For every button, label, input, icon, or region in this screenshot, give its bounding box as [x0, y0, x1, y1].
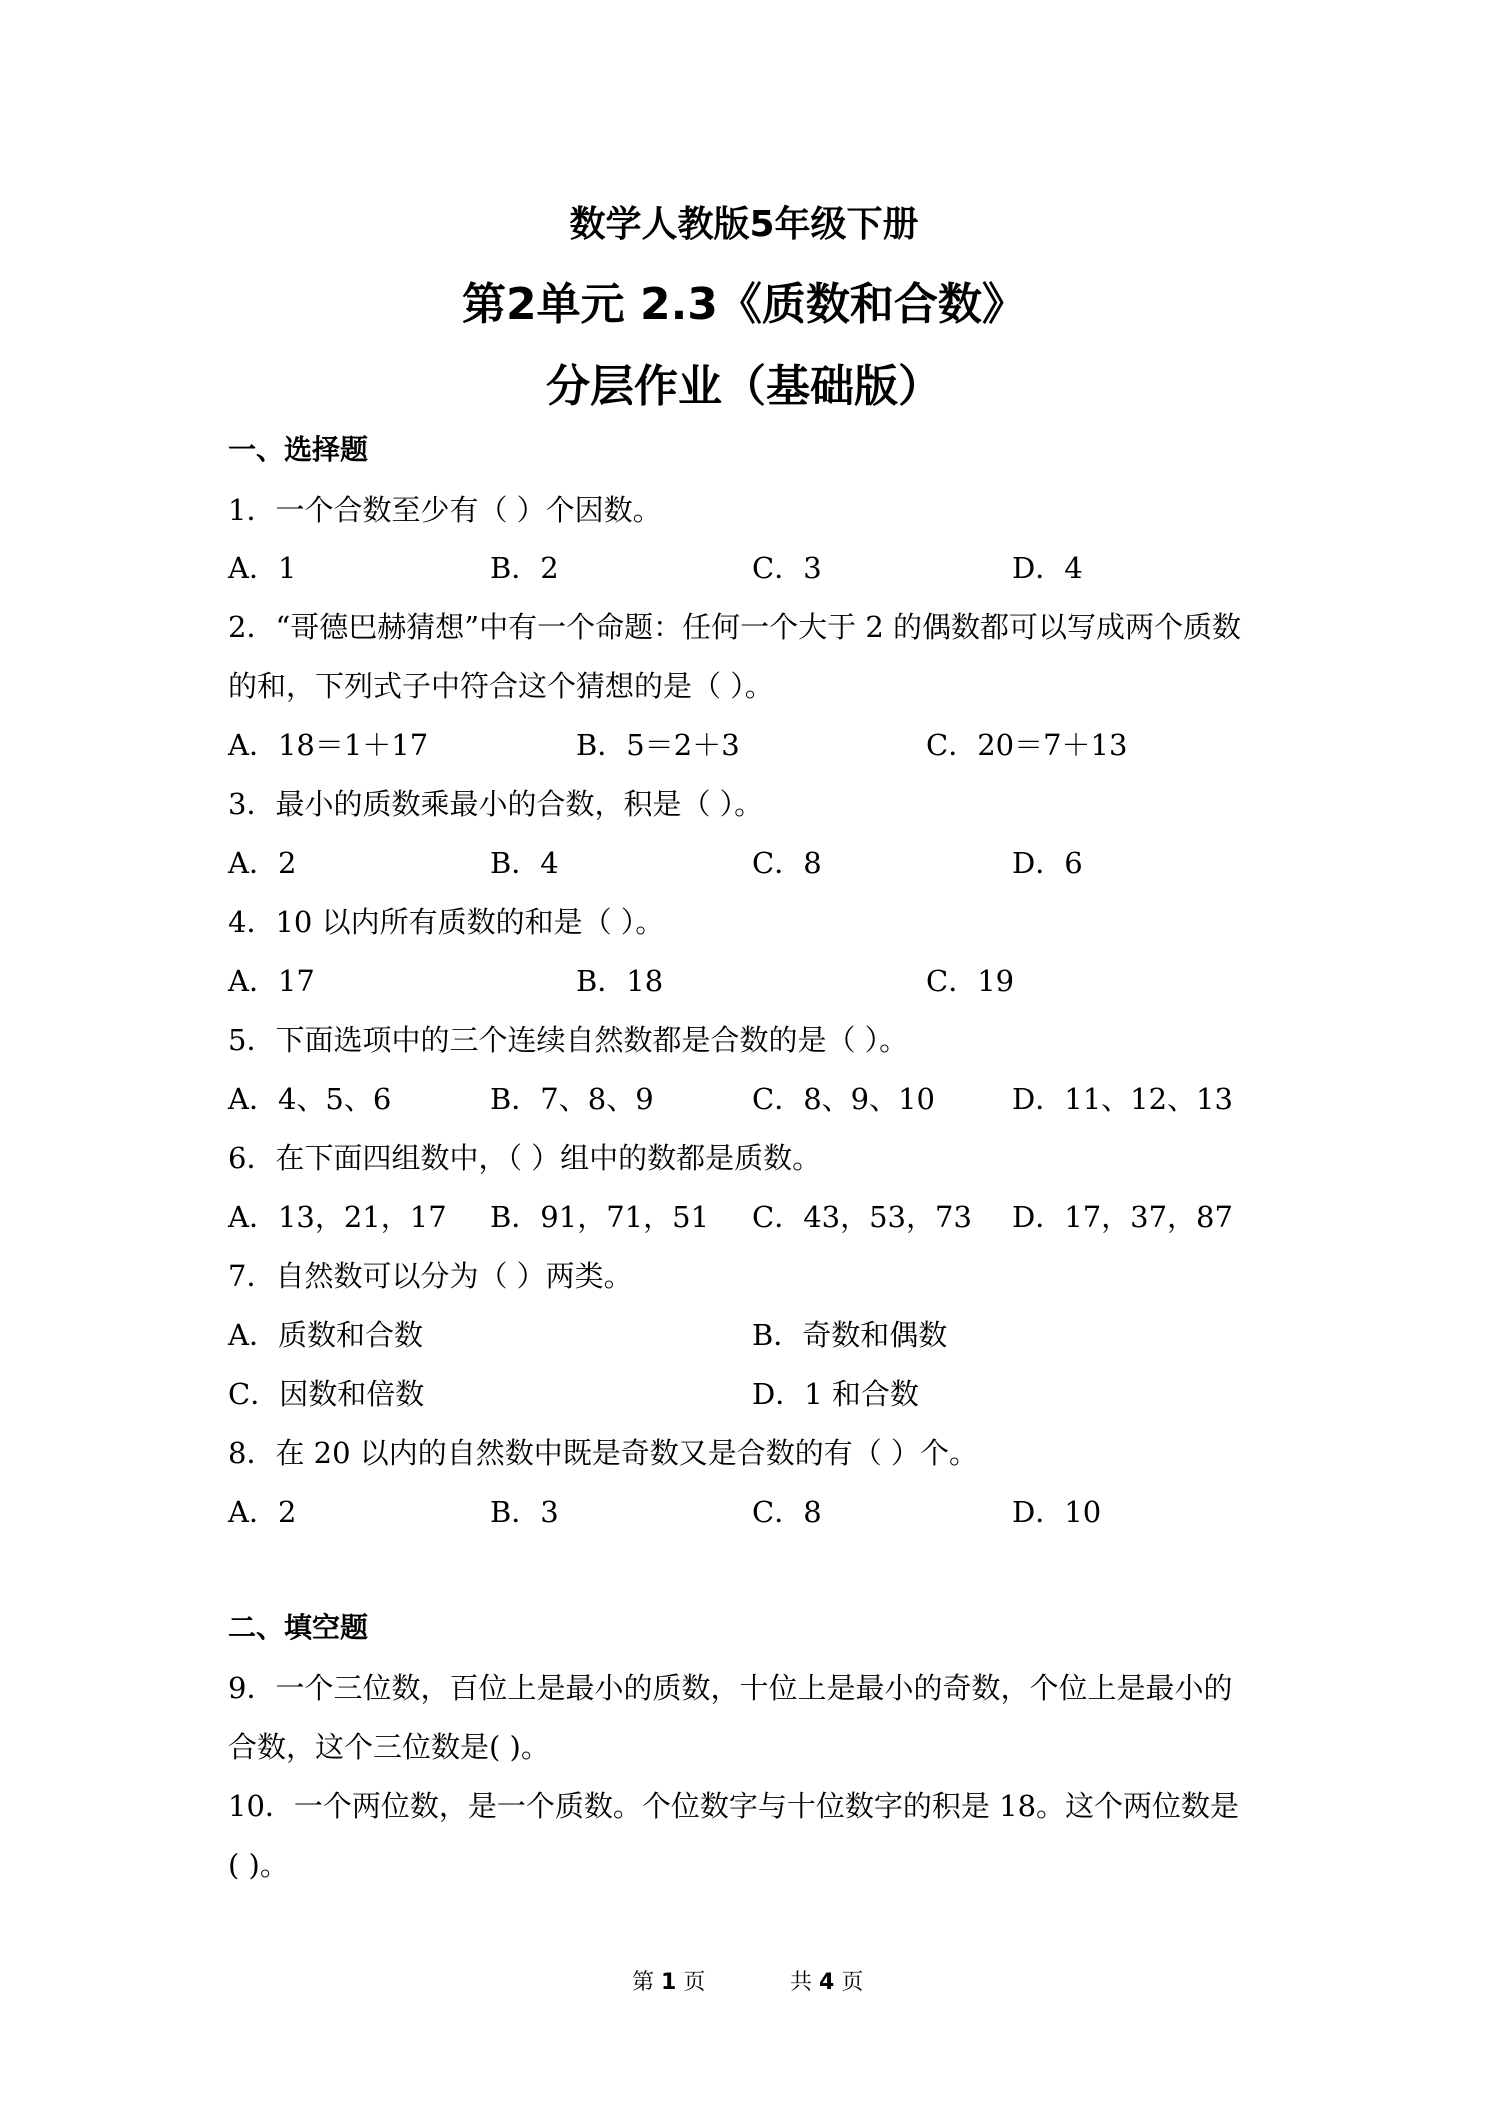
q7-option-a: A．质数和合数 [228, 1318, 423, 1352]
page-number [632, 1965, 705, 1996]
q7-option-c: C．因数和倍数 [228, 1377, 425, 1411]
question-9-line2: 合数，这个三位数是( )。 [228, 1730, 550, 1764]
question-1: 1．一个合数至少有（ ）个因数。 [228, 493, 662, 527]
q6-option-b: B．91，71，51 [490, 1200, 710, 1234]
question-6: 6．在下面四组数中，（ ）组中的数都是质数。 [228, 1141, 822, 1175]
q6-option-c: C．43，53，73 [752, 1200, 972, 1234]
question-5: 5．下面选项中的三个连续自然数都是合数的是（ ）。 [228, 1023, 909, 1057]
subtitle-level: 分层作业（基础版） [546, 361, 942, 412]
question-4: 4．10 以内所有质数的和是（ ）。 [228, 905, 665, 939]
q4-option-b: B．18 [576, 964, 664, 998]
q4-option-a: A．17 [228, 964, 315, 998]
total-label: 共 [790, 1970, 813, 1995]
q1-option-d: D．4 [1012, 551, 1083, 585]
q5-option-c: C．8、9、10 [752, 1082, 935, 1116]
subtitle: 数学人教版5年级下册 [569, 204, 919, 245]
question-10-line1: 10．一个两位数，是一个质数。个位数字与十位数字的积是 18。这个两位数是 [228, 1789, 1240, 1823]
q3-option-a: A．2 [228, 846, 297, 880]
q5-option-d: D．11、12、13 [1012, 1082, 1233, 1116]
q8-option-d: D．10 [1012, 1495, 1102, 1529]
question-9-line1: 9．一个三位数，百位上是最小的质数，十位上是最小的奇数，个位上是最小的 [228, 1671, 1233, 1705]
question-3: 3．最小的质数乘最小的合数，积是（ ）。 [228, 787, 764, 821]
total-pages [790, 1965, 863, 1996]
q4-option-c: C．19 [926, 964, 1015, 998]
q1-option-b: B．2 [490, 551, 559, 585]
q5-option-a: A．4、5、6 [228, 1082, 392, 1116]
question-2-line2: 的和，下列式子中符合这个猜想的是（ ）。 [228, 669, 774, 703]
q1-option-c: C．3 [752, 551, 822, 585]
q2-option-a: A．18＝1＋17 [228, 728, 429, 762]
page-unit: 页 [683, 1970, 706, 1995]
section-heading-fill: 二、填空题 [228, 1611, 369, 1644]
question-8: 8．在 20 以内的自然数中既是奇数又是合数的有（ ）个。 [228, 1436, 979, 1470]
question-7: 7．自然数可以分为（ ）两类。 [228, 1259, 633, 1293]
q8-option-b: B．3 [490, 1495, 559, 1529]
total-num: 4 [819, 1970, 835, 1995]
q2-option-c: C．20＝7＋13 [926, 728, 1128, 762]
q3-option-d: D．6 [1012, 846, 1083, 880]
q6-option-d: D．17，37，87 [1012, 1200, 1233, 1234]
q3-option-b: B．4 [490, 846, 559, 880]
page-label: 第 [632, 1970, 655, 1995]
q7-option-d: D．1 和合数 [752, 1377, 919, 1411]
q5-option-b: B．7、8、9 [490, 1082, 654, 1116]
section-heading-choice: 一、选择题 [228, 433, 369, 466]
q6-option-a: A．13，21，17 [228, 1200, 447, 1234]
q3-option-c: C．8 [752, 846, 822, 880]
page-title: 第2单元 2.3《质数和合数》 [462, 279, 1026, 330]
page-num: 1 [661, 1970, 677, 1995]
q8-option-c: C．8 [752, 1495, 822, 1529]
question-2-line1: 2．“哥德巴赫猜想”中有一个命题：任何一个大于 2 的偶数都可以写成两个质数 [228, 610, 1241, 644]
question-10-line2: ( )。 [228, 1848, 289, 1882]
q2-option-b: B．5＝2＋3 [576, 728, 740, 762]
q1-option-a: A．1 [228, 551, 297, 585]
q8-option-a: A．2 [228, 1495, 297, 1529]
total-unit: 页 [841, 1970, 864, 1995]
q7-option-b: B．奇数和偶数 [752, 1318, 948, 1352]
